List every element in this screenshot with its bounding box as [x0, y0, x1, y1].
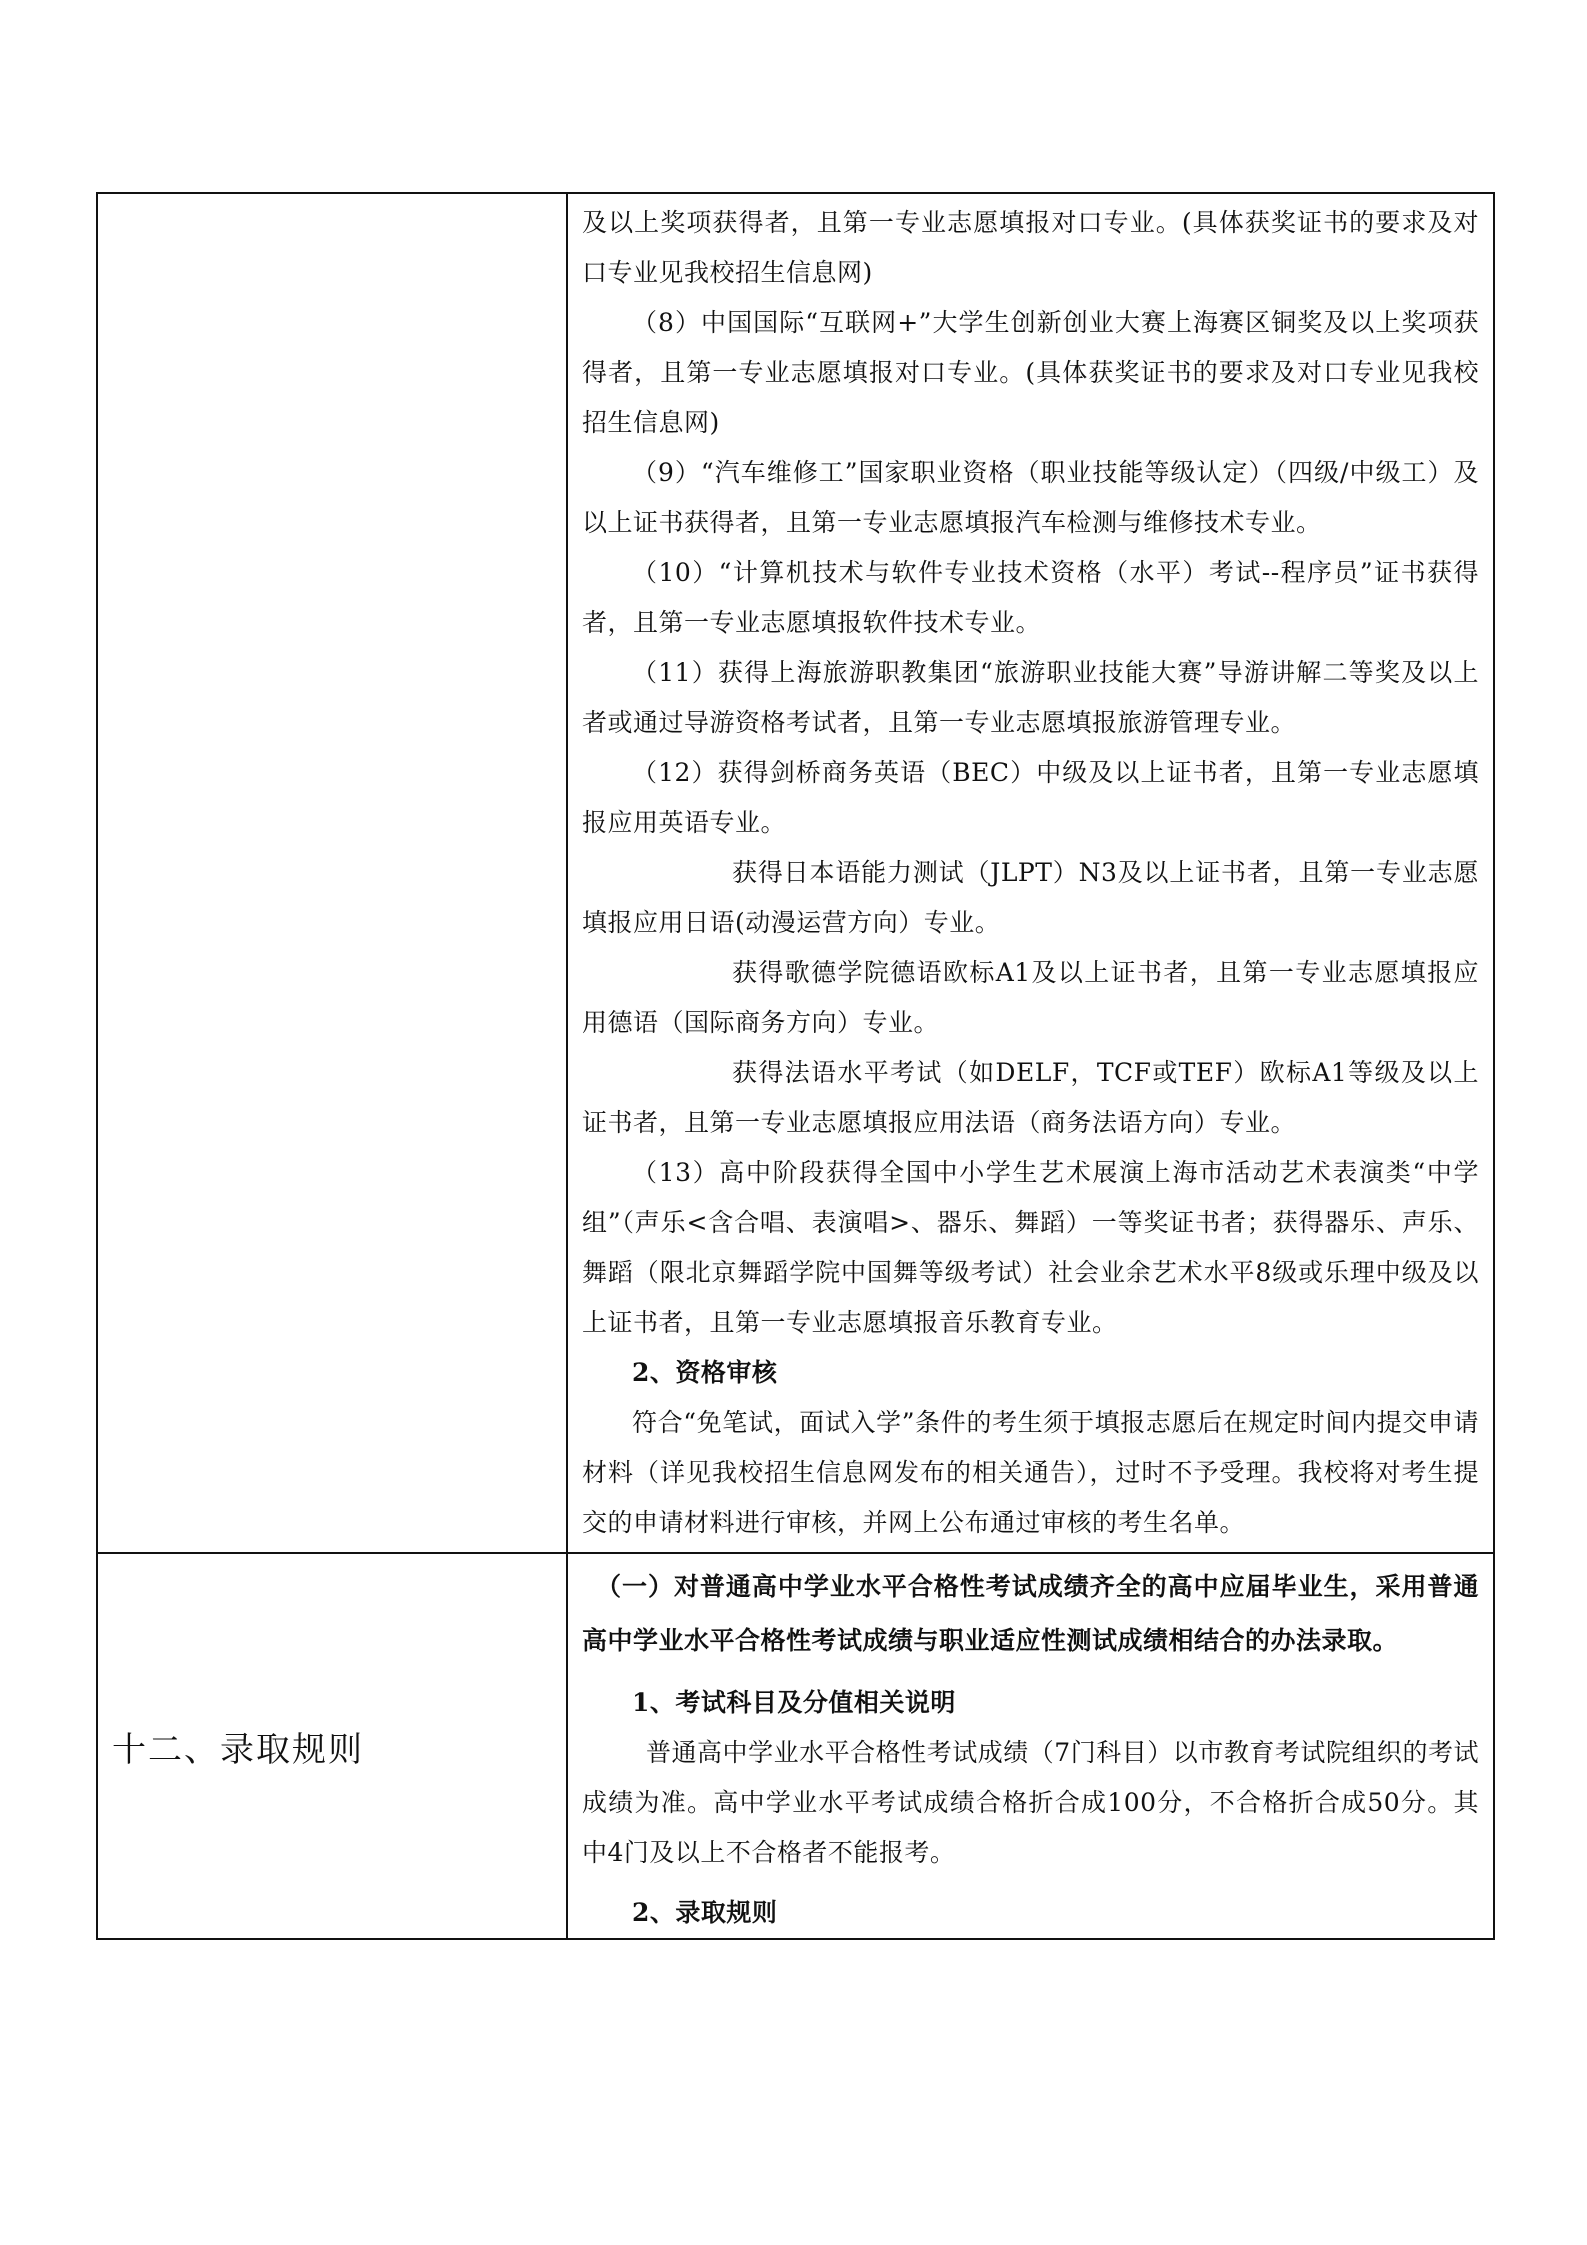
section-label-admission-rules: 十二、录取规则: [112, 1729, 364, 1770]
section-heading-subjects: 1、考试科目及分值相关说明: [632, 1688, 956, 1717]
paragraph-item-12-german: 获得歌德学院德语欧标A1及以上证书者，且第一专业志愿填报应用德语（国际商务方向）专业。: [582, 958, 1479, 1037]
paragraph-item-10: （10）“计算机技术与软件专业技术资格（水平）考试--程序员”证书获得者，且第一专业志愿填报软件技术专业。: [582, 558, 1479, 637]
left-cell-label: [97, 1553, 567, 1939]
table-row: [97, 193, 1494, 1553]
section-heading-admission-rules: 2、录取规则: [632, 1898, 778, 1927]
right-cell-admission-rules: [567, 1553, 1494, 1939]
paragraph-subjects: 普通高中学业水平合格性考试成绩（7门科目）以市教育考试院组织的考试成绩为准。高中学业水平考试成绩合格折合成100分，不合格折合成50分。其中4门及以上不合格者不能报考。: [582, 1738, 1479, 1867]
left-cell-empty: [97, 193, 567, 1553]
paragraph-intro-bold: （一）对普通高中学业水平合格性考试成绩齐全的高中应届毕业生，采用普通高中学业水平合格性考试成绩与职业适应性测试成绩相结合的办法录取。: [582, 1572, 1479, 1655]
paragraph-item-9: （9）“汽车维修工”国家职业资格（职业技能等级认定）（四级/中级工）及以上证书获得者，且第一专业志愿填报汽车检测与维修技术专业。: [582, 458, 1479, 537]
paragraph-item-12: （12）获得剑桥商务英语（BEC）中级及以上证书者，且第一专业志愿填报应用英语专业。: [582, 758, 1479, 837]
admission-table: [96, 192, 1495, 1940]
section-heading-qualification-review: 2、资格审核: [632, 1358, 778, 1387]
table-row: [97, 1553, 1494, 1939]
paragraph-item-13: （13）高中阶段获得全国中小学生艺术展演上海市活动艺术表演类“中学组”（声乐<含合唱、表演唱>、器乐、舞蹈）一等奖证书者；获得器乐、声乐、舞蹈（限北京舞蹈学院中国舞等级考试）社会业余艺术水平8级或乐理中级及以上证书者，且第一专业志愿填报音乐教育专业。: [582, 1158, 1479, 1337]
right-cell-qualifications: [567, 193, 1494, 1553]
paragraph-qualification-review: 符合“免笔试，面试入学”条件的考生须于填报志愿后在规定时间内提交申请材料（详见我校招生信息网发布的相关通告），过时不予受理。我校将对考生提交的申请材料进行审核，并网上公布通过审核的考生名单。: [582, 1408, 1479, 1537]
paragraph-item-12-japanese: 获得日本语能力测试（JLPT）N3及以上证书者，且第一专业志愿填报应用日语(动漫运营方向）专业。: [582, 858, 1479, 937]
paragraph-continuation: 及以上奖项获得者，且第一专业志愿填报对口专业。(具体获奖证书的要求及对口专业见我校招生信息网): [582, 208, 1479, 287]
paragraph-item-8: （8）中国国际“互联网+”大学生创新创业大赛上海赛区铜奖及以上奖项获得者，且第一专业志愿填报对口专业。(具体获奖证书的要求及对口专业见我校招生信息网): [582, 308, 1479, 437]
paragraph-item-12-french: 获得法语水平考试（如DELF，TCF或TEF）欧标A1等级及以上证书者，且第一专业志愿填报应用法语（商务法语方向）专业。: [582, 1058, 1479, 1137]
paragraph-item-11: （11）获得上海旅游职教集团“旅游职业技能大赛”导游讲解二等奖及以上者或通过导游资格考试者，且第一专业志愿填报旅游管理专业。: [582, 658, 1479, 737]
